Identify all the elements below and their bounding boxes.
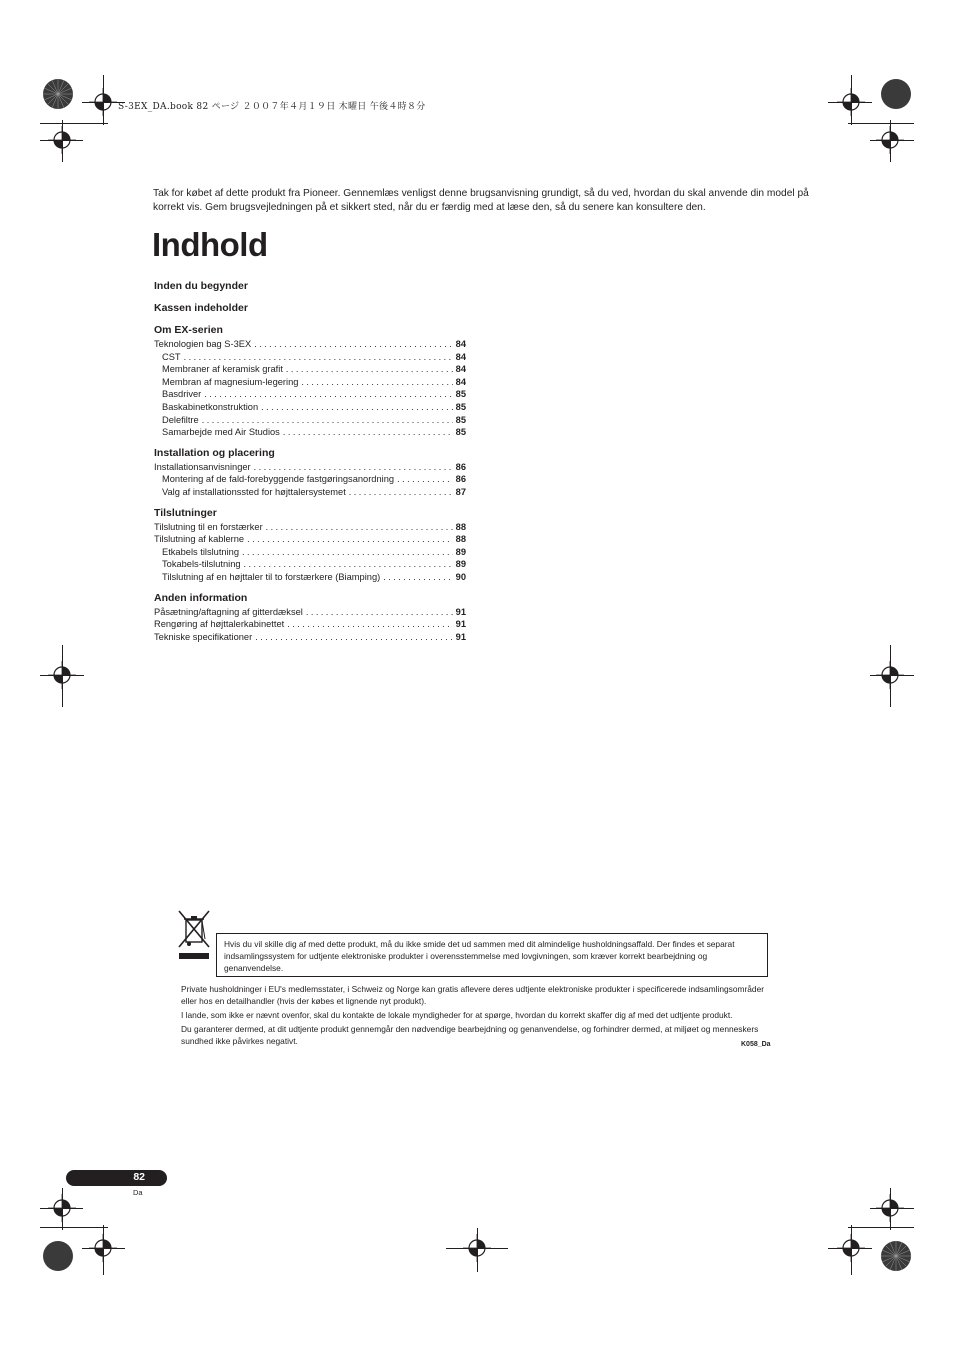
registration-target-icon — [48, 661, 76, 689]
toc-section-heading[interactable]: Kassen indeholder — [154, 302, 248, 314]
toc-leader-dots — [266, 521, 453, 534]
crossed-out-wheelie-bin-icon — [177, 909, 211, 961]
toc-entry-label: Rengøring af højttalerkabinettet — [154, 619, 285, 630]
crop-mark — [40, 1227, 108, 1228]
star-target-icon — [41, 77, 75, 111]
toc-entry-page: 84 — [455, 351, 466, 362]
toc-section — [154, 280, 466, 293]
disposal-notice-paragraph: Du garanterer dermed, at dit udtjente produkt gennemgår den nødvendige bearbejdning og genanvendelse, og forhindrer dermed, at miljøet og menneskers sundhed ikke påvirkes negativt. — [181, 1024, 759, 1046]
toc-entry-page: 88 — [455, 521, 466, 532]
disposal-notice-box: Hvis du vil skille dig af med dette produkt, må du ikke smide det ud sammen med dit almindelige husholdningsaffald. Der findes et separat indsamlingssystem for udtjente elektroniske produkter i overensstemmelse med lovgivningen, som kræver korrekt bearbejdning og genanvendelse. — [216, 933, 768, 977]
toc-leader-dots — [287, 618, 452, 631]
intro-paragraph: Tak for købet af dette produkt fra Pioneer. Gennemlæs venligst denne brugsanvisning grundigt, så du ved, hvordan du skal anvende din model på korrekt vis. Gem brugsvejledningen på et sikkert sted, når du er færdig med at læse den, så du senere kan konsultere den. — [153, 188, 809, 213]
toc-entry[interactable] — [154, 461, 466, 474]
toc-leader-dots — [244, 558, 453, 571]
toc-leader-dots — [383, 571, 452, 584]
toc-entry-label: Tilslutning til en forstærker — [154, 521, 263, 532]
toc-entry[interactable] — [154, 363, 466, 376]
toc-entry[interactable] — [154, 606, 466, 619]
registration-target-icon — [48, 1194, 76, 1222]
toc-entry[interactable] — [154, 533, 466, 546]
toc-entry-page: 84 — [455, 339, 466, 349]
toc-section — [154, 447, 466, 499]
toc-leader-dots — [261, 401, 453, 414]
toc-entry-page: 85 — [455, 401, 466, 412]
toc-leader-dots — [254, 461, 453, 474]
toc-entry-page: 91 — [455, 619, 466, 630]
toc-entry-page: 88 — [455, 534, 466, 545]
toc-entry-label: Basdriver — [162, 389, 202, 400]
disposal-notice-paragraph: Private husholdninger i EU's medlemsstater, i Schweiz og Norge kan gratis aflevere deres udtjente elektroniske produkter i specificerede indsamlingsområder eller hos en detailhandler (hvis der købes et lignende nyt produkt). — [181, 984, 765, 1006]
toc-section — [154, 324, 466, 439]
toc-leader-dots — [247, 533, 453, 546]
toc-section-heading[interactable]: Installation og placering — [154, 446, 275, 459]
toc-entry-page: 89 — [455, 559, 466, 570]
disposal-notice-paragraph: I lande, som ikke er nævnt ovenfor, skal du kontakte de lokale myndigheder for at spørge, hvordan du korrekt skaffer dig af med det udtjente produkt. — [181, 1010, 733, 1020]
toc-leader-dots — [301, 376, 452, 389]
toc-section-heading[interactable]: Tilslutninger — [154, 506, 217, 519]
toc-entry[interactable] — [154, 618, 466, 631]
toc-entry-page: 86 — [455, 474, 466, 485]
toc-leader-dots — [184, 351, 453, 364]
toc-entry-page: 87 — [455, 486, 466, 497]
toc-leader-dots — [254, 338, 452, 351]
toc-entry-page: 85 — [455, 389, 466, 400]
toc-entry-page: 84 — [455, 376, 466, 387]
toc-entry-label: Tokabels-tilslutning — [162, 559, 241, 570]
star-target-icon — [41, 1239, 75, 1273]
registration-target-icon — [463, 1234, 491, 1262]
crop-mark — [848, 1227, 914, 1228]
registration-target-icon — [837, 88, 865, 116]
toc-entry[interactable] — [154, 546, 466, 559]
toc-leader-dots — [286, 363, 453, 376]
page-number-tab — [66, 1170, 167, 1186]
toc-entry[interactable] — [154, 631, 466, 644]
toc-entry[interactable] — [154, 401, 466, 414]
toc-entry[interactable] — [154, 338, 466, 351]
registration-target-icon — [876, 661, 904, 689]
toc-section-heading[interactable]: Inden du begynder — [154, 280, 248, 292]
registration-target-icon — [837, 1234, 865, 1262]
toc-section-heading[interactable]: Anden information — [154, 591, 248, 604]
toc-entry-label: Tilslutning af en højttaler til to forstærkere (Biamping) — [162, 571, 381, 582]
toc-entry-label: Delefiltre — [162, 414, 199, 425]
toc-entry[interactable] — [154, 376, 466, 389]
toc-entry[interactable] — [154, 351, 466, 364]
toc-entry-page: 85 — [455, 414, 466, 425]
toc-entry-label: Installationsanvisninger — [154, 461, 251, 472]
toc-entry-page: 91 — [455, 631, 466, 642]
notice-code: K058_Da — [741, 1041, 771, 1048]
toc-entry[interactable] — [154, 521, 466, 534]
crop-mark — [848, 123, 914, 124]
registration-target-icon — [876, 126, 904, 154]
toc-entry-page: 89 — [455, 546, 466, 557]
registration-target-icon — [48, 126, 76, 154]
toc-entry-label: Baskabinetkonstruktion — [162, 401, 259, 412]
toc-leader-dots — [283, 426, 453, 439]
registration-target-icon — [876, 1194, 904, 1222]
toc-entry[interactable] — [154, 426, 466, 439]
page-title: Indhold — [152, 226, 268, 263]
registration-target-icon — [89, 88, 117, 116]
toc-entry[interactable] — [154, 388, 466, 401]
toc-entry-label: Tilslutning af kablerne — [154, 534, 245, 545]
toc-entry-label: Samarbejde med Air Studios — [162, 427, 280, 438]
toc-leader-dots — [306, 606, 453, 619]
toc-leader-dots — [255, 631, 452, 644]
star-target-icon — [879, 1239, 913, 1273]
toc-entry-page: 84 — [455, 364, 466, 375]
toc-entry-page: 91 — [455, 606, 466, 617]
print-header-slug: S-3EX_DA.book 82 ページ ２００７年４月１９日 木曜日 午後４時８分 — [118, 102, 426, 112]
toc-entry-page: 86 — [455, 461, 466, 472]
page-language-code: Da — [133, 1188, 143, 1197]
toc-entry[interactable] — [154, 558, 466, 571]
toc-entry-label: Påsætning/aftagning af gitterdæksel — [154, 606, 303, 617]
star-target-icon — [879, 77, 913, 111]
toc-leader-dots — [202, 414, 453, 427]
toc-entry-label: Teknologien bag S-3EX — [154, 339, 252, 349]
page-number: 82 — [133, 1171, 145, 1183]
toc-section-heading[interactable]: Om EX-serien — [154, 324, 223, 336]
toc-entry-label: Etkabels tilslutning — [162, 546, 239, 557]
toc-section — [154, 302, 466, 315]
toc-leader-dots — [204, 388, 452, 401]
toc-entry-label: Membraner af keramisk grafit — [162, 364, 283, 375]
toc-leader-dots — [242, 546, 453, 559]
toc-entry[interactable] — [154, 414, 466, 427]
crop-mark — [40, 123, 108, 124]
toc-entry-page: 90 — [455, 571, 466, 582]
toc-entry-label: Valg af installationssted for højttalersystemet — [162, 486, 346, 497]
table-of-contents — [154, 280, 466, 651]
toc-entry-label: Montering af de fald-forebyggende fastgøringsanordning — [162, 474, 395, 485]
toc-entry-label: Tekniske specifikationer — [154, 631, 253, 642]
toc-leader-dots — [349, 486, 453, 499]
toc-leader-dots — [397, 473, 453, 486]
toc-entry-label: Membran af magnesium-legering — [162, 376, 299, 387]
toc-entry-page: 85 — [455, 427, 466, 438]
toc-entry[interactable] — [154, 486, 466, 499]
toc-section — [154, 592, 466, 644]
registration-target-icon — [89, 1234, 117, 1262]
toc-entry[interactable] — [154, 571, 466, 584]
toc-section — [154, 507, 466, 584]
toc-entry-label: CST — [162, 351, 181, 362]
toc-entry[interactable] — [154, 473, 466, 486]
